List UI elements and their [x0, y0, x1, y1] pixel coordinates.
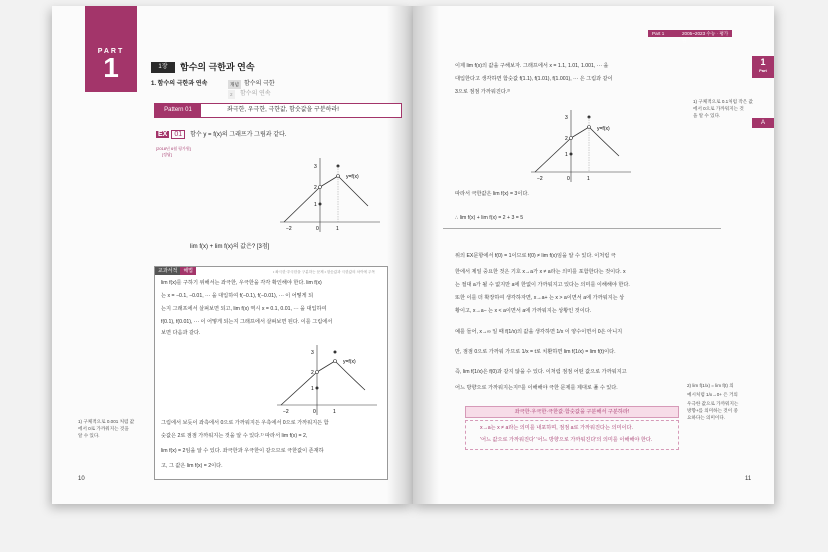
tick-label: 0: [316, 226, 319, 232]
side-note-line: 을 알 수 있다.: [693, 113, 721, 118]
subtopic-2-tag: 2: [230, 92, 233, 97]
tick-label: 2: [311, 370, 314, 376]
chapter-title: 함수의 극한과 연속: [180, 62, 255, 72]
body-line: 또한 이를 더 확장하여 생각하자면, x→a+ 는 x > a이면서 a에 가까워지는 상: [455, 295, 625, 301]
source-tag: [2018년 6월 평가원]: [156, 146, 191, 151]
body-line: 는지 그래프에서 살펴보면 되고, lim f(x) 역시 x = 0.1, 0.01, ⋯ 을 대입하여: [161, 306, 327, 312]
side-note-line: 방향+를 의미하는 것이 중: [687, 408, 738, 413]
ex-label: EX: [158, 131, 168, 138]
part-word: PART: [97, 48, 125, 55]
curve-segment: [335, 361, 365, 390]
curve-segment: [338, 176, 368, 206]
closed-point: [316, 387, 319, 390]
ex-text: 함수 y = f(x)의 그래프가 그림과 같다.: [190, 132, 287, 138]
subtopic-1: 함수의 극한: [244, 81, 275, 87]
tick-label: −2: [286, 226, 292, 232]
example-heading: [156, 130, 286, 140]
tick-label: 2: [565, 136, 568, 142]
body-line: 따라서 극한값은 lim f(x) = 3이다.: [455, 191, 529, 197]
right-graph: [525, 106, 635, 184]
body-line: f(0.1), f(0.01), ⋯ 이 어떻게 되는지 그래프에서 살펴보면 된다. 이를 그림에서: [161, 319, 333, 325]
page-number: 11: [745, 476, 752, 482]
pattern-label: Pattern 01: [155, 104, 201, 117]
solution-box: [154, 266, 388, 480]
body-line: 예를 들어, x→∞ 일 때 f(1/x)의 값을 생각하면 1/x 이 양수이면서 0은 아니지: [455, 329, 623, 335]
subtopic-1-tag: 개념: [230, 82, 239, 87]
curve-segment: [571, 127, 589, 138]
side-note-line: 우극한 값으로 가까워지는: [687, 401, 739, 406]
section-title: 1. 함수의 극한과 연속: [151, 81, 208, 87]
body-line: lim f(x) = 2임을 알 수 있다. 좌극한과 우극한이 같으므로 극한값이 존재하: [161, 448, 324, 454]
part-tab: [85, 6, 137, 92]
body-line: 는 x = −0.1, −0.01, ⋯ 을 대입하여 f(−0.1), f(−0.01), ⋯ 이 어떻게 되: [161, 293, 314, 299]
curve-segment: [317, 361, 335, 372]
tick-label: −2: [283, 409, 289, 415]
tick-label: −2: [537, 176, 543, 182]
tick-label: 1: [336, 226, 339, 232]
tick-label: 3: [565, 115, 568, 121]
part-side-tab: [752, 56, 774, 78]
side-note-line: 요하다는 의미이다.: [687, 415, 726, 420]
open-book: [52, 6, 774, 504]
open-point: [570, 137, 573, 140]
page-number: 10: [78, 476, 85, 482]
part-side-word: Part: [759, 68, 767, 73]
body-line: ∴ lim f(x) + lim f(x) = 2 + 3 = 5: [455, 215, 524, 221]
part-side-number: 1: [760, 57, 766, 67]
body-line: 대입한다고 생각하면 함숫값 f(1.1), f(1.01), f(1.001), ⋯ 은 그림과 같이: [455, 76, 613, 82]
solution-tabs: [155, 267, 196, 275]
solution-graph: [271, 341, 381, 417]
body-line: 3으로 점점 가까워진다.²⁾: [455, 89, 511, 95]
tick-label: 1: [314, 202, 317, 208]
tick-label: 1: [587, 176, 590, 182]
side-note-line: 2) lim f(1/x) = lim f(t) 의: [687, 383, 734, 388]
chapter-label: 1장: [151, 62, 175, 73]
side-note-line: 예시처럼 1/x→0+ 은 거의: [687, 392, 738, 397]
body-line: 즉, lim f(1/x)은 f(0)과 같지 않을 수 있다. 이처럼 점점 어떤 값으로 가까워지고: [455, 369, 627, 375]
sol-tab-1: 교과서적: [155, 267, 180, 275]
sol-tab-2: 해법: [180, 267, 196, 275]
summary-line: '어느 값으로 가까워진다' '어느 방향으로 가까워진다'의 의미를 이해해야 한다.: [480, 437, 653, 443]
body-line: 그림에서 보듯이 좌측에서 0으로 가까워지든 우측에서 0으로 가까워지든 함: [161, 420, 329, 426]
body-line: 이제 lim f(x)의 값을 구해보자. 그래프에서 x = 1.1, 1.01, 1.001, ⋯ 을: [455, 63, 609, 69]
body-line: 는 절대 a가 될 수 없지만 a에 한없이 가까워지고 있다는 의미를 이해해야 한다.: [455, 282, 630, 288]
side-note-line: 에서 0으로 가까워지는 것: [693, 106, 744, 111]
summary-title: 좌극한·우극한·극한값·함숫값을 구분해서 구분하라!: [514, 409, 630, 415]
footnote-line: 알 수 있다.: [78, 433, 100, 438]
closed-point: [319, 203, 322, 206]
tick-label: 3: [311, 350, 314, 356]
open-point: [334, 360, 337, 363]
type-tag: [정답]: [162, 152, 172, 157]
solution-hint: • 좌극한·우극한을 구분하는 문제 • 함숫값과 극한값의 차이에 주목: [273, 270, 375, 274]
function-graph: [274, 154, 384, 234]
footnote-line: 1) 구체적으로 0.001 처럼 값: [78, 419, 135, 424]
body-line: lim f(x)를 구하기 위해서는 좌극한, 우극한을 각각 확인해야 한다. lim f(x): [161, 280, 322, 286]
pattern-title: 좌극한, 우극한, 극한값, 함숫값을 구분하라!: [227, 107, 339, 113]
tick-label: 1: [311, 386, 314, 392]
body-line: 보면 다음과 같다.: [161, 330, 201, 336]
body-line: 위의 EX문항에서 f(0) = 1이므로 f(0) ≠ lim f(x)임을 알 수 있다. 이처럼 극: [455, 253, 616, 259]
gutter-shadow: [413, 6, 439, 504]
tick-label: 0: [313, 409, 316, 415]
footnote-line: 에서 0로 가까워지는 것을: [78, 426, 129, 431]
left-page: [52, 6, 413, 504]
summary-box: [465, 420, 679, 450]
pattern-bar: [154, 103, 402, 118]
curve-segment: [320, 176, 338, 187]
side-note-line: 1) 구체적으로 0.1처럼 작은 값: [693, 99, 753, 104]
closed-point: [570, 153, 573, 156]
body-line: 만, 점점 0으로 가까워 가므로 1/x = t로 치환하면 lim f(1/x) = lim f(t)이다.: [455, 349, 616, 355]
header-years: 2005~2023 수능 · 평가원: [682, 31, 729, 43]
divider: [443, 228, 721, 229]
summary-line: x→a는 x ≠ a라는 의미를 내포하며, 점점 a로 가까워진다는 의미이다.: [480, 425, 633, 431]
closed-point: [334, 351, 337, 354]
tick-label: 1: [333, 409, 336, 415]
body-line: 숫값은 2로 점점 가까워지는 것을 알 수 있다.¹⁾ 따라서 lim f(x) = 2,: [161, 433, 308, 439]
graph-label: y=f(x): [597, 126, 610, 132]
body-line: 황이고, x→a− 는 x < a이면서 a에 가까워지는 상황인 것이다.: [455, 308, 592, 314]
ex-number: 01: [171, 130, 185, 139]
right-page: [413, 6, 774, 504]
tick-label: 0: [567, 176, 570, 182]
question-text: lim f(x) + lim f(x)의 값은? [3점]: [190, 244, 270, 250]
graph-label: y=f(x): [343, 359, 356, 365]
summary-title-bar: [465, 406, 679, 418]
header-bar: [648, 30, 732, 43]
tick-label: 3: [314, 164, 317, 170]
gutter-shadow: [387, 6, 413, 504]
body-line: 한에서 제일 중요한 것은 기호 x→a가 x ≠ a라는 의미를 포함한다는 것이다. x: [455, 269, 626, 275]
graph-label: y=f(x): [346, 174, 359, 180]
subtopic-2: 함수의 연속: [240, 91, 271, 97]
open-point: [319, 186, 322, 189]
open-point: [316, 371, 319, 374]
part-number: 1: [103, 52, 119, 83]
tick-label: 1: [565, 152, 568, 158]
body-line: 고, 그 값은 lim f(x) = 2이다.: [161, 463, 223, 469]
header-part: Part 1: [652, 31, 665, 36]
tick-label: 2: [314, 185, 317, 191]
body-line: 어느 방향으로 가까워지는지²⁾를 이해해야 극한 문제를 제대로 풀 수 있다.: [455, 385, 618, 391]
section-a-tab: A: [752, 118, 774, 128]
